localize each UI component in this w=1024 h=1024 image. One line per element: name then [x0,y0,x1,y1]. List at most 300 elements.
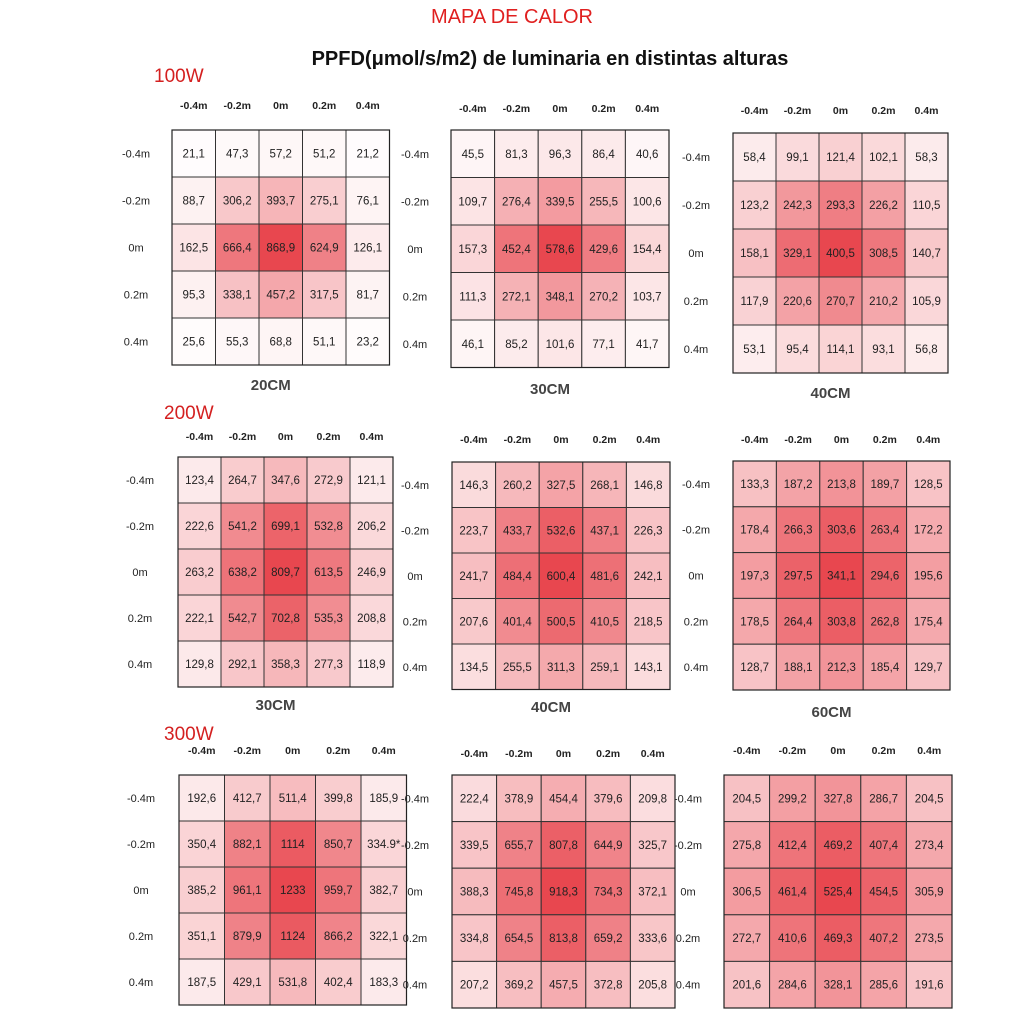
heatmap-cell-value: 306,5 [732,886,762,899]
heatmap-cell-value: 88,7 [182,195,205,208]
heatmap-cell-value: 204,5 [732,793,762,806]
row-header: -0.2m [400,525,430,538]
heatmap-cell-value: 40,6 [636,148,659,161]
heatmap-cell-value: 21,2 [356,148,379,161]
heatmap-cell-value: 25,6 [182,336,205,349]
heatmap-cell-value: 813,8 [549,933,578,946]
heatmap-cell-value: 303,8 [827,616,856,629]
heatmap-cell-value: 961,1 [232,885,262,897]
column-header: -0.4m [460,748,489,760]
heatmap-cell-value: 86,4 [592,148,615,161]
heatmap-cell-value: 128,5 [913,478,943,491]
heatmap-cell-value: 1233 [279,885,306,897]
heatmap-cell-value: 189,7 [870,478,900,491]
page-title: MAPA DE CALOR [431,6,593,28]
heatmap-cell-value: 241,7 [459,570,489,583]
row-header: 0m [680,886,696,899]
heatmap-cell-value: 255,5 [589,196,618,209]
heatmap-cell-value: 412,7 [232,793,262,805]
column-header: 0m [832,105,849,117]
heatmap-panel-5 [682,434,950,721]
heatmap-cell-value: 268,1 [590,479,619,492]
row-header: 0.2m [683,616,709,629]
heatmap-cell-value: 294,6 [870,570,900,583]
heatmap-cell-value: 654,5 [504,933,534,946]
heatmap-cell-value: 317,5 [309,289,339,302]
row-header: -0.4m [681,478,711,491]
heatmap-cell-value: 401,4 [503,616,532,629]
page-subtitle: PPFD(μmol/s/m2) de luminaria en distintas alturas [311,48,789,70]
heatmap-panel-1 [401,103,669,398]
power-label-200w: 200W [164,403,214,424]
column-header: 0.4m [636,434,661,446]
column-header: -0.4m [185,431,214,443]
heatmap-cell-value: 481,6 [590,570,619,583]
column-header: -0.2m [502,103,531,115]
row-header: -0.4m [400,793,430,806]
heatmap-cell-value: 223,7 [459,525,489,538]
heatmap-cell-value: 191,6 [914,979,944,992]
column-header: 0.2m [591,103,616,115]
heatmap-cell-value: 126,1 [353,242,383,255]
heatmap-cell-value: 143,1 [633,661,663,674]
heatmap-cell-value: 407,4 [869,839,898,852]
heatmap-cell-value: 95,3 [182,289,205,302]
column-header: 0m [555,748,572,760]
heatmap-cell-value: 263,4 [870,524,900,537]
heatmap-cell-value: 81,7 [356,289,379,302]
heatmap-cell-value: 53,1 [743,344,766,356]
row-header: -0.4m [121,148,151,161]
heatmap-cell-value: 285,6 [869,979,898,992]
heatmap-panel-8 [674,745,952,1008]
column-header: -0.2m [228,431,257,443]
row-header: -0.2m [121,195,151,208]
power-label-300w: 300W [164,724,214,745]
row-header: -0.4m [400,479,430,492]
heatmap-cell-value: 123,4 [185,475,214,487]
heatmap-cell-value: 293,3 [826,200,855,212]
heatmap-cell-value: 429,6 [589,243,618,256]
heatmap-cell-value: 333,6 [638,933,668,946]
heatmap-cell-value: 339,5 [459,839,489,852]
heatmap-cell-value: 400,5 [826,248,855,260]
heatmap-cell-value: 134,5 [459,661,489,674]
heatmap-cell-value: 303,6 [827,524,856,537]
heatmap-cell-value: 299,2 [778,793,807,806]
column-header: 0.4m [635,103,660,115]
column-header: 0.4m [359,431,384,443]
heatmap-cell-value: 341,1 [827,570,856,583]
heatmap-cell-value: 452,4 [502,243,531,256]
heatmap-cell-value: 882,1 [232,839,262,851]
heatmap-cell-value: 535,3 [314,613,343,625]
heatmap-cell-value: 21,1 [182,148,205,161]
row-header: -0.2m [126,839,156,851]
heatmap-cell-value: 638,2 [228,567,257,579]
heatmap-cell-value: 195,6 [913,570,943,583]
heatmap-cell-value: 121,1 [357,475,386,487]
heatmap-cell-value: 702,8 [271,613,300,625]
heatmap-cell-value: 358,3 [271,659,300,671]
column-header: 0.4m [914,105,939,117]
heatmap-cell-value: 99,1 [786,152,809,164]
row-header: 0.4m [127,659,153,671]
heatmap-cell-value: 322,1 [369,931,399,943]
heatmap-cell-value: 454,4 [549,793,578,806]
heatmap-cell-value: 222,4 [459,793,489,806]
column-header: 0.2m [596,748,621,760]
heatmap-cell-value: 275,1 [309,195,339,208]
heatmap-cell-value: 51,2 [313,148,336,161]
heatmap-cell-value: 226,3 [633,525,663,538]
heatmap-cell-value: 457,5 [549,979,578,992]
heatmap-cell-value: 58,3 [915,152,938,164]
column-header: -0.4m [740,434,769,446]
heatmap-cell-value: 659,2 [593,933,623,946]
heatmap-cell-value: 55,3 [226,336,249,349]
row-header: 0.2m [127,613,153,625]
heatmap-cell-value: 511,4 [278,793,307,805]
column-header: 0.4m [640,748,665,760]
heatmap-cell-value: 129,7 [913,662,943,675]
heatmap-cell-value: 192,6 [187,793,217,805]
row-header: 0m [407,243,423,256]
heatmap-cell-value: 95,4 [786,344,809,356]
column-header: 0m [830,745,846,757]
heatmap-cell-value: 226,2 [869,200,898,212]
heatmap-cell-value: 866,2 [323,931,353,943]
column-header: -0.2m [778,745,807,757]
heatmap-cell-value: 207,6 [459,616,489,629]
panel-caption: 30CM [529,381,571,398]
column-header: -0.4m [733,745,761,757]
heatmap-cell-value: 128,7 [740,662,770,675]
heatmap-cell-value: 129,8 [185,659,214,671]
row-header: 0.2m [683,296,709,308]
heatmap-cell-value: 262,8 [870,616,900,629]
heatmap-cell-value: 868,9 [266,242,296,255]
heatmap-cell-value: 525,4 [823,886,853,899]
row-header: -0.2m [125,521,155,533]
row-header: -0.2m [400,196,430,209]
heatmap-cell-value: 1124 [280,931,306,943]
heatmap-panel-7 [401,748,675,1008]
heatmap-cell-value: 410,6 [778,933,807,946]
heatmap-cell-value: 260,2 [503,479,532,492]
heatmap-cell-value: 879,9 [232,931,262,943]
heatmap-cell-value: 140,7 [912,248,941,260]
heatmap-cell-value: 433,7 [503,525,532,538]
column-header: 0.2m [871,105,896,117]
heatmap-cell-value: 327,5 [546,479,576,492]
column-header: 0m [277,431,294,443]
row-header: 0.4m [683,662,709,675]
heatmap-cell-value: 292,1 [228,659,257,671]
heatmap-cell-value: 23,2 [356,336,379,349]
heatmap-cell-value: 372,8 [593,979,623,992]
row-header: -0.2m [681,200,711,212]
column-header: 0.2m [316,431,341,443]
row-header: 0.4m [402,338,428,351]
heatmap-cell-value: 484,4 [503,570,532,583]
column-header: 0m [833,434,850,446]
heatmap-cell-value: 461,4 [778,886,807,899]
heatmap-cell-value: 272,7 [732,933,762,946]
row-header: 0.2m [402,933,428,946]
heatmap-cell-value: 201,6 [732,979,762,992]
heatmap-cell-value: 1114 [280,839,305,851]
heatmap-cell-value: 339,5 [545,196,575,209]
heatmap-cell-value: 146,8 [633,479,663,492]
heatmap-cell-value: 209,8 [638,793,668,806]
heatmap-cell-value: 276,4 [502,196,531,209]
heatmap-cell-value: 270,7 [826,296,855,308]
heatmap-cell-value: 41,7 [636,338,659,351]
heatmap-cell-value: 178,5 [740,616,770,629]
heatmap-cell-value: 105,9 [912,296,941,308]
heatmap-cell-value: 100,6 [632,196,662,209]
column-header: 0.2m [312,100,337,112]
row-header: 0.4m [123,336,149,349]
heatmap-cell-value: 372,1 [638,886,668,899]
row-header: 0.2m [402,616,428,629]
panel-caption: 40CM [810,385,851,402]
heatmap-cell-value: 187,2 [783,478,813,491]
heatmap-cell-value: 338,1 [222,289,252,302]
heatmap-cell-value: 242,1 [633,570,663,583]
heatmap-cell-value: 51,1 [313,336,336,349]
heatmap-cell-value: 121,4 [826,152,855,164]
row-header: 0m [132,567,148,579]
heatmap-cell-value: 429,1 [232,977,262,989]
heatmap-cell-value: 175,4 [913,616,943,629]
heatmap-panel-0 [122,100,390,394]
heatmap-cell-value: 347,6 [271,475,300,487]
heatmap-cell-value: 277,3 [314,659,343,671]
heatmap-cell-value: 578,6 [545,243,575,256]
row-header: -0.2m [673,839,703,852]
heatmap-cell-value: 204,5 [914,793,944,806]
heatmap-cell-value: 613,5 [314,567,343,579]
row-header: 0.2m [128,931,154,943]
heatmap-cell-value: 532,8 [314,521,343,533]
heatmap-cell-value: 850,7 [323,839,353,851]
heatmap-cell-value: 96,3 [548,148,572,161]
heatmap-cell-value: 655,7 [504,839,534,852]
column-header: 0m [552,103,568,115]
heatmap-cell-value: 272,1 [502,291,531,304]
heatmap-cell-value: 385,2 [187,885,217,897]
heatmap-cell-value: 270,2 [589,291,618,304]
heatmap-cell-value: 600,4 [546,570,576,583]
heatmap-cell-value: 305,9 [914,886,944,899]
heatmap-cell-value: 123,2 [740,200,769,212]
heatmap-cell-value: 255,5 [503,661,532,674]
row-header: -0.4m [673,793,703,806]
heatmap-cell-value: 222,6 [185,521,214,533]
heatmap-cell-value: 388,3 [459,886,489,899]
heatmap-cell-value: 118,9 [357,659,386,671]
column-header: 0m [553,434,569,446]
column-header: 0.2m [872,434,897,446]
column-header: 0m [273,100,289,112]
heatmap-cell-value: 410,5 [590,616,619,629]
heatmap-cell-value: 469,3 [823,933,853,946]
heatmap-cell-value: 187,5 [187,977,217,989]
heatmap-cell-value: 378,9 [504,793,534,806]
heatmap-cell-value: 218,5 [633,616,663,629]
row-header: 0.2m [123,289,149,302]
column-header: -0.2m [784,434,812,446]
heatmap-cell-value: 185,9 [369,793,399,805]
panel-caption: 20CM [250,377,291,394]
heatmap-cell-value: 624,9 [309,242,339,255]
row-header: -0.2m [681,524,711,537]
heatmap-cell-value: 469,2 [823,839,853,852]
heatmap-cell-value: 264,7 [228,475,257,487]
heatmap-cell-value: 45,5 [461,148,484,161]
heatmap-cell-value: 111,3 [459,291,487,304]
panel-caption: 60CM [811,704,852,721]
heatmap-cell-value: 329,1 [783,248,812,260]
row-header: 0.4m [402,661,428,674]
heatmap-cell-value: 172,2 [913,524,943,537]
heatmap-cell-value: 242,3 [783,200,812,212]
heatmap-cell-value: 399,8 [323,793,353,805]
heatmap-cell-value: 275,8 [732,839,762,852]
heatmap-cell-value: 213,8 [827,478,856,491]
heatmap-cell-value: 183,3 [369,977,399,989]
heatmap-cell-value: 117,9 [740,296,769,308]
heatmap-cell-value: 146,3 [459,479,489,492]
heatmap-cell-value: 56,8 [915,344,938,356]
heatmap-cell-value: 81,3 [505,148,528,161]
heatmap-cell-value: 393,7 [266,195,296,208]
column-header: 0.2m [326,745,351,757]
row-header: 0m [133,885,149,897]
heatmap-cell-value: 205,8 [638,979,668,992]
heatmap-cell-value: 379,6 [593,793,623,806]
column-header: -0.2m [505,748,533,760]
heatmap-cell-value: 407,2 [869,933,898,946]
column-header: -0.4m [460,434,488,446]
heatmap-cell-value: 85,2 [505,338,528,351]
heatmap-cell-value: 273,5 [914,933,944,946]
heatmap-cell-value: 114,1 [826,344,855,356]
column-header: 0.4m [916,434,941,446]
heatmap-cell-value: 178,4 [740,524,770,537]
row-header: 0m [407,886,423,899]
heatmap-cell-value: 284,6 [778,979,807,992]
heatmap-cell-value: 57,2 [269,148,292,161]
heatmap-cell-value: 263,2 [185,567,214,579]
heatmap-cell-value: 745,8 [504,886,534,899]
heatmap-cell-value: 47,3 [226,148,249,161]
row-header: 0m [128,242,144,255]
heatmap-cell-value: 541,2 [228,521,257,533]
heatmap-cell-value: 306,2 [222,195,252,208]
panel-caption: 30CM [255,697,296,714]
heatmap-panel-6 [127,745,407,1005]
row-header: -0.4m [681,152,711,164]
heatmap-cell-value: 185,4 [870,662,900,675]
row-header: -0.2m [400,839,430,852]
column-header: -0.4m [188,745,216,757]
heatmap-cell-value: 334,8 [459,933,489,946]
column-header: -0.2m [233,745,261,757]
column-header: 0.2m [871,745,896,757]
heatmap-cell-value: 220,6 [783,296,812,308]
heatmap-cell-value: 327,8 [823,793,853,806]
heatmap-cell-value: 311,3 [547,661,575,674]
row-header: 0m [688,248,704,260]
column-header: -0.4m [740,105,769,117]
row-header: 0m [407,570,423,583]
heatmap-cell-value: 162,5 [179,242,209,255]
heatmap-panel-4 [401,434,670,716]
heatmap-cell-value: 308,5 [869,248,898,260]
row-header: -0.4m [125,475,155,487]
heatmap-panel-3 [126,431,393,714]
heatmap-cell-value: 58,4 [743,152,766,164]
heatmap-cell-value: 246,9 [357,567,386,579]
heatmap-cell-value: 158,1 [740,248,769,260]
heatmap-cell-value: 402,4 [323,977,353,989]
heatmap-cell-value: 532,6 [546,525,576,538]
heatmap-cell-value: 350,4 [187,839,217,851]
heatmap-cell-value: 77,1 [592,338,615,351]
heatmap-cell-value: 325,7 [638,839,668,852]
heatmap-cell-value: 454,5 [869,886,898,899]
heatmap-panel-2 [682,105,948,402]
heatmap-cell-value: 157,3 [458,243,488,256]
column-header: 0.2m [592,434,617,446]
heatmap-cell-value: 222,1 [185,613,214,625]
heatmap-cell-value: 809,7 [271,567,300,579]
column-header: 0.4m [917,745,942,757]
heatmap-cell-value: 259,1 [590,661,619,674]
heatmap-cell-value: 959,7 [323,885,353,897]
heatmap-cell-value: 918,3 [549,886,578,899]
heatmap-cell-value: 457,2 [266,289,296,302]
column-header: 0m [285,745,301,757]
heatmap-cell-value: 272,9 [314,475,343,487]
heatmap-cell-value: 266,3 [783,524,813,537]
heatmap-cell-value: 644,9 [593,839,623,852]
heatmap-cell-value: 68,8 [269,336,292,349]
row-header: -0.4m [126,793,156,805]
panel-caption: 40CM [530,699,572,716]
heatmap-cell-value: 76,1 [356,195,379,208]
heatmap-cell-value: 437,1 [590,525,619,538]
heatmap-cell-value: 133,3 [740,478,770,491]
column-header: -0.2m [503,434,532,446]
column-header: -0.2m [783,105,812,117]
column-header: -0.4m [459,103,487,115]
heatmap-cell-value: 210,2 [869,296,898,308]
row-header: 0.4m [402,979,428,992]
heatmap-cell-value: 273,4 [914,839,944,852]
heatmap-cell-value: 297,5 [783,570,813,583]
column-header: 0.4m [355,100,380,112]
row-header: 0.4m [675,979,701,992]
row-header: 0.2m [675,933,701,946]
column-header: -0.4m [180,100,208,112]
heatmap-cell-value: 154,4 [632,243,662,256]
heatmap-cell-value: 348,1 [545,291,575,304]
heatmap-cell-value: 699,1 [271,521,300,533]
